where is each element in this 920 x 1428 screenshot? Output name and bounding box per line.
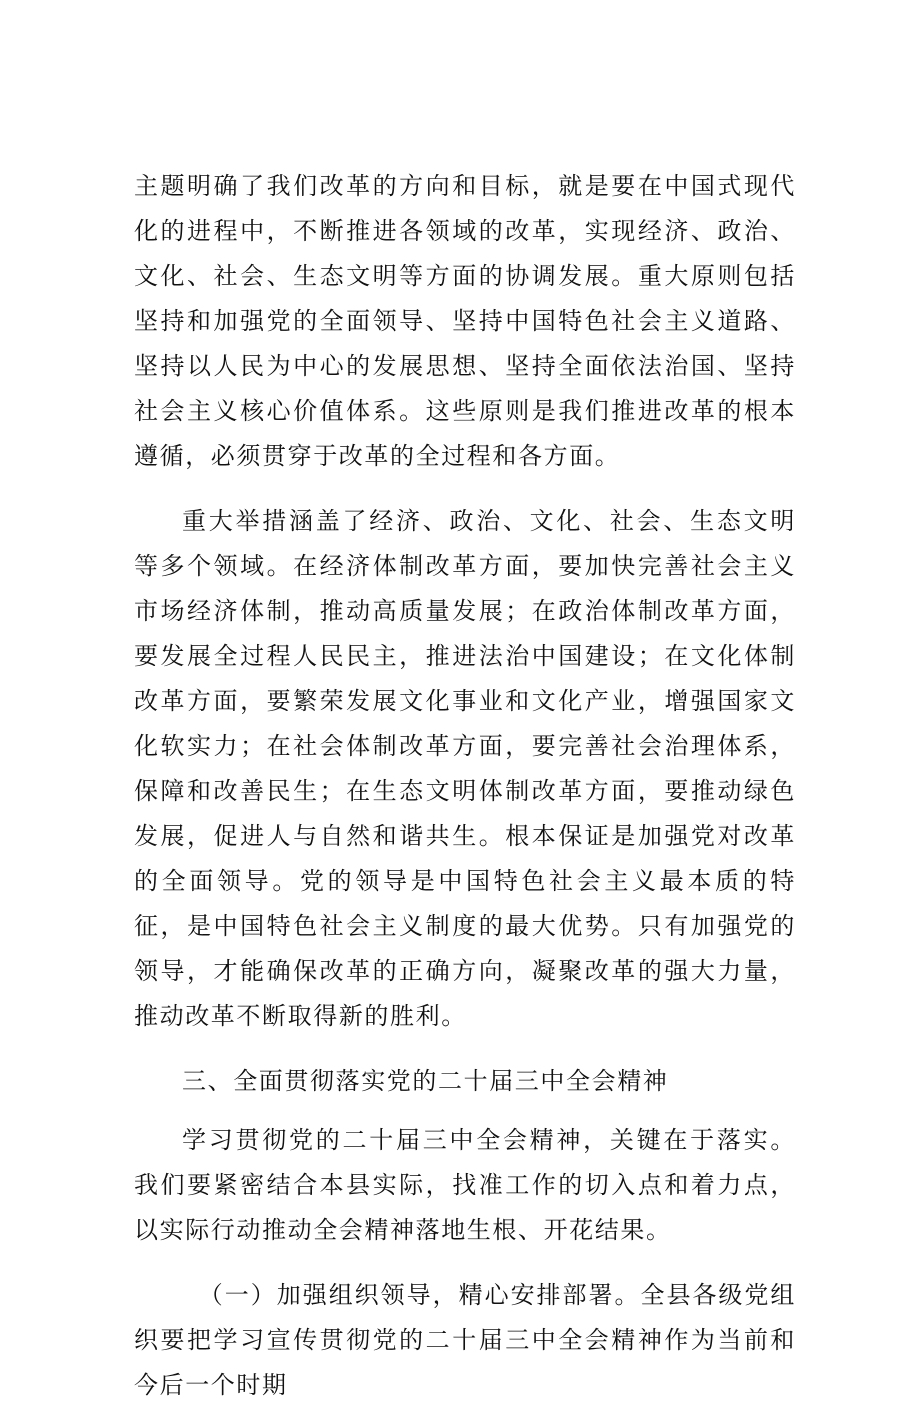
document-body <box>134 164 796 1428</box>
section-heading-three: 三、全面贯彻落实党的二十届三中全会精神 <box>182 1067 669 1095</box>
subsection-one-paragraph: （一）加强组织领导，精心安排部署。全县各级党组织要把学习宣传贯彻党的二十届三中全会精神作为当前和今后一个时期 <box>134 1281 796 1399</box>
paragraph-implementation: 学习贯彻党的二十届三中全会精神，关键在于落实。我们要紧密结合本县实际，找准工作的切入点和着力点，以实际行动推动全会精神落地生根、开花结果。 <box>134 1126 796 1244</box>
paragraph-major-measures: 重大举措涵盖了经济、政治、文化、社会、生态文明等多个领域。在经济体制改革方面，要加快完善社会主义市场经济体制，推动高质量发展；在政治体制改革方面，要发展全过程人民民主，推进法治中国建设；在文化体制改革方面，要繁荣发展文化事业和文化产业，增强国家文化软实力；在社会体制改革方面，要完善社会治理体系，保障和改善民生；在生态文明体制改革方面，要推动绿色发展，促进人与自然和谐共生。根本保证是加强党对改革的全面领导。党的领导是中国特色社会主义最本质的特征，是中国特色社会主义制度的最大优势。只有加强党的领导，才能确保改革的正确方向，凝聚改革的强大力量，推动改革不断取得新的胜利。 <box>134 507 796 1030</box>
paragraph-continuation: 主题明确了我们改革的方向和目标，就是要在中国式现代化的进程中，不断推进各领域的改革，实现经济、政治、文化、社会、生态文明等方面的协调发展。重大原则包括坚持和加强党的全面领导、坚持中国特色社会主义道路、坚持以人民为中心的发展思想、坚持全面依法治国、坚持社会主义核心价值体系。这些原则是我们推进改革的根本遵循，必须贯穿于改革的全过程和各方面。 <box>134 172 796 470</box>
